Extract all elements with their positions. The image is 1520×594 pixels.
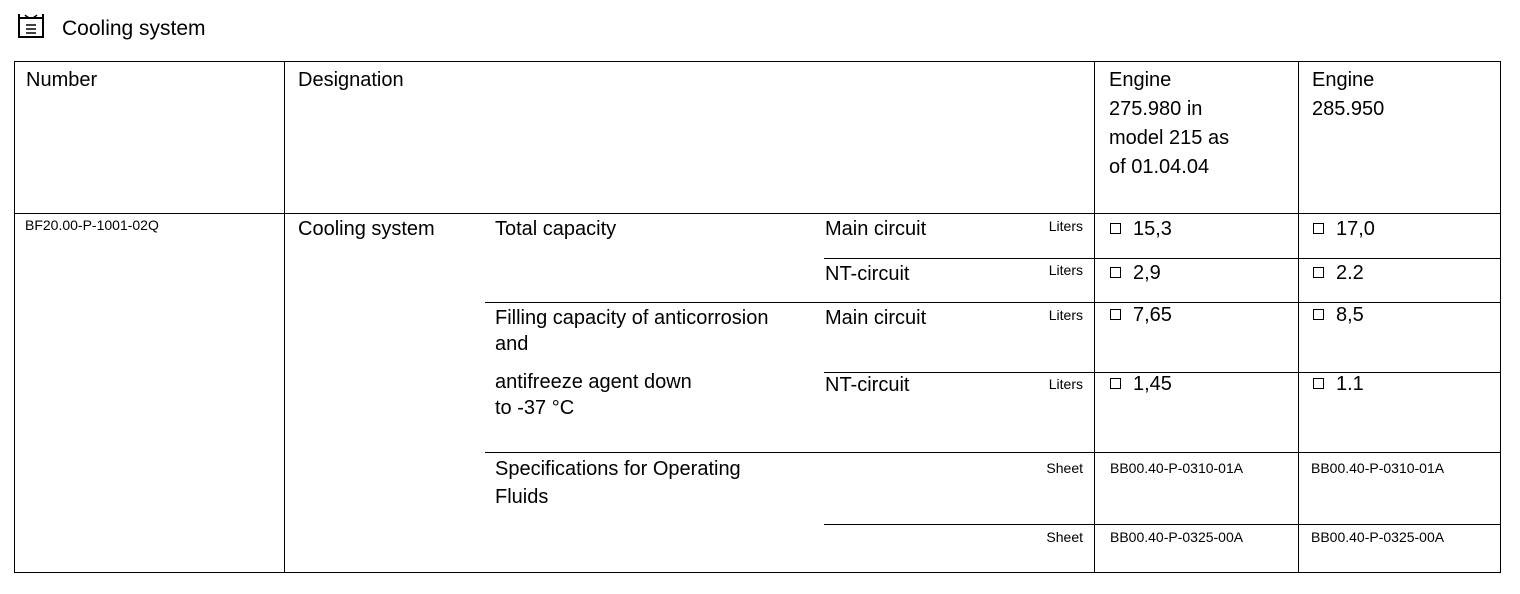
- unit-label: Liters: [1048, 218, 1083, 234]
- sheet-ref: BB00.40-P-0310-01A: [1110, 460, 1244, 476]
- checkbox-icon: [1110, 309, 1121, 320]
- value-cell: 1,45: [1110, 373, 1172, 396]
- checkbox-icon: [1110, 223, 1121, 234]
- header-number: Number: [26, 69, 98, 91]
- checkbox-icon: [1313, 309, 1324, 320]
- antifreeze-label: antifreeze agent down to -37 °C: [495, 371, 692, 419]
- sheet-ref: BB00.40-P-0325-00A: [1110, 529, 1244, 545]
- checkbox-icon: [1110, 267, 1121, 278]
- part-number: BF20.00-P-1001-02Q: [25, 217, 159, 233]
- total-capacity-label: Total capacity: [495, 218, 617, 240]
- filling-capacity-label: Filling capacity of anticorrosion and: [495, 307, 769, 355]
- document-list-icon: [16, 12, 46, 40]
- col-divider: [1094, 62, 1095, 572]
- checkbox-icon: [1313, 378, 1324, 389]
- sheet-ref: BB00.40-P-0325-00A: [1311, 529, 1445, 545]
- page-title: Cooling system: [62, 17, 206, 40]
- col-divider: [1298, 62, 1299, 572]
- value-cell: 8,5: [1313, 304, 1364, 327]
- circuit-main: Main circuit: [825, 218, 927, 240]
- row-divider: [485, 302, 1500, 303]
- checkbox-icon: [1313, 223, 1324, 234]
- unit-label: Liters: [1048, 262, 1083, 278]
- header-designation: Designation: [298, 69, 404, 91]
- value-cell: 2.2: [1313, 262, 1364, 285]
- unit-label: Sheet: [1046, 529, 1083, 545]
- circuit-nt: NT-circuit: [825, 263, 910, 285]
- value-cell: 2,9: [1110, 262, 1161, 285]
- value-cell: 7,65: [1110, 304, 1172, 327]
- designation-cell: Cooling system: [298, 218, 435, 240]
- header-divider: [15, 213, 1500, 214]
- specifications-label: Specifications for Operating Fluids: [495, 458, 741, 508]
- sheet-ref: BB00.40-P-0310-01A: [1311, 460, 1445, 476]
- unit-label: Liters: [1048, 376, 1083, 392]
- col-divider: [284, 62, 285, 572]
- header-engine-1: Engine 275.980 in model 215 as of 01.04.04: [1109, 69, 1230, 178]
- checkbox-icon: [1110, 378, 1121, 389]
- value-cell: 17,0: [1313, 218, 1375, 241]
- circuit-main: Main circuit: [825, 307, 927, 329]
- circuit-nt: NT-circuit: [825, 374, 910, 396]
- header-engine-2: Engine 285.950: [1312, 69, 1385, 120]
- value-cell: 15,3: [1110, 218, 1172, 241]
- value-cell: 1.1: [1313, 373, 1364, 396]
- row-divider: [824, 258, 1500, 259]
- unit-label: Sheet: [1046, 460, 1083, 476]
- row-divider: [824, 524, 1500, 525]
- checkbox-icon: [1313, 267, 1324, 278]
- row-divider: [485, 452, 1500, 453]
- unit-label: Liters: [1048, 307, 1083, 323]
